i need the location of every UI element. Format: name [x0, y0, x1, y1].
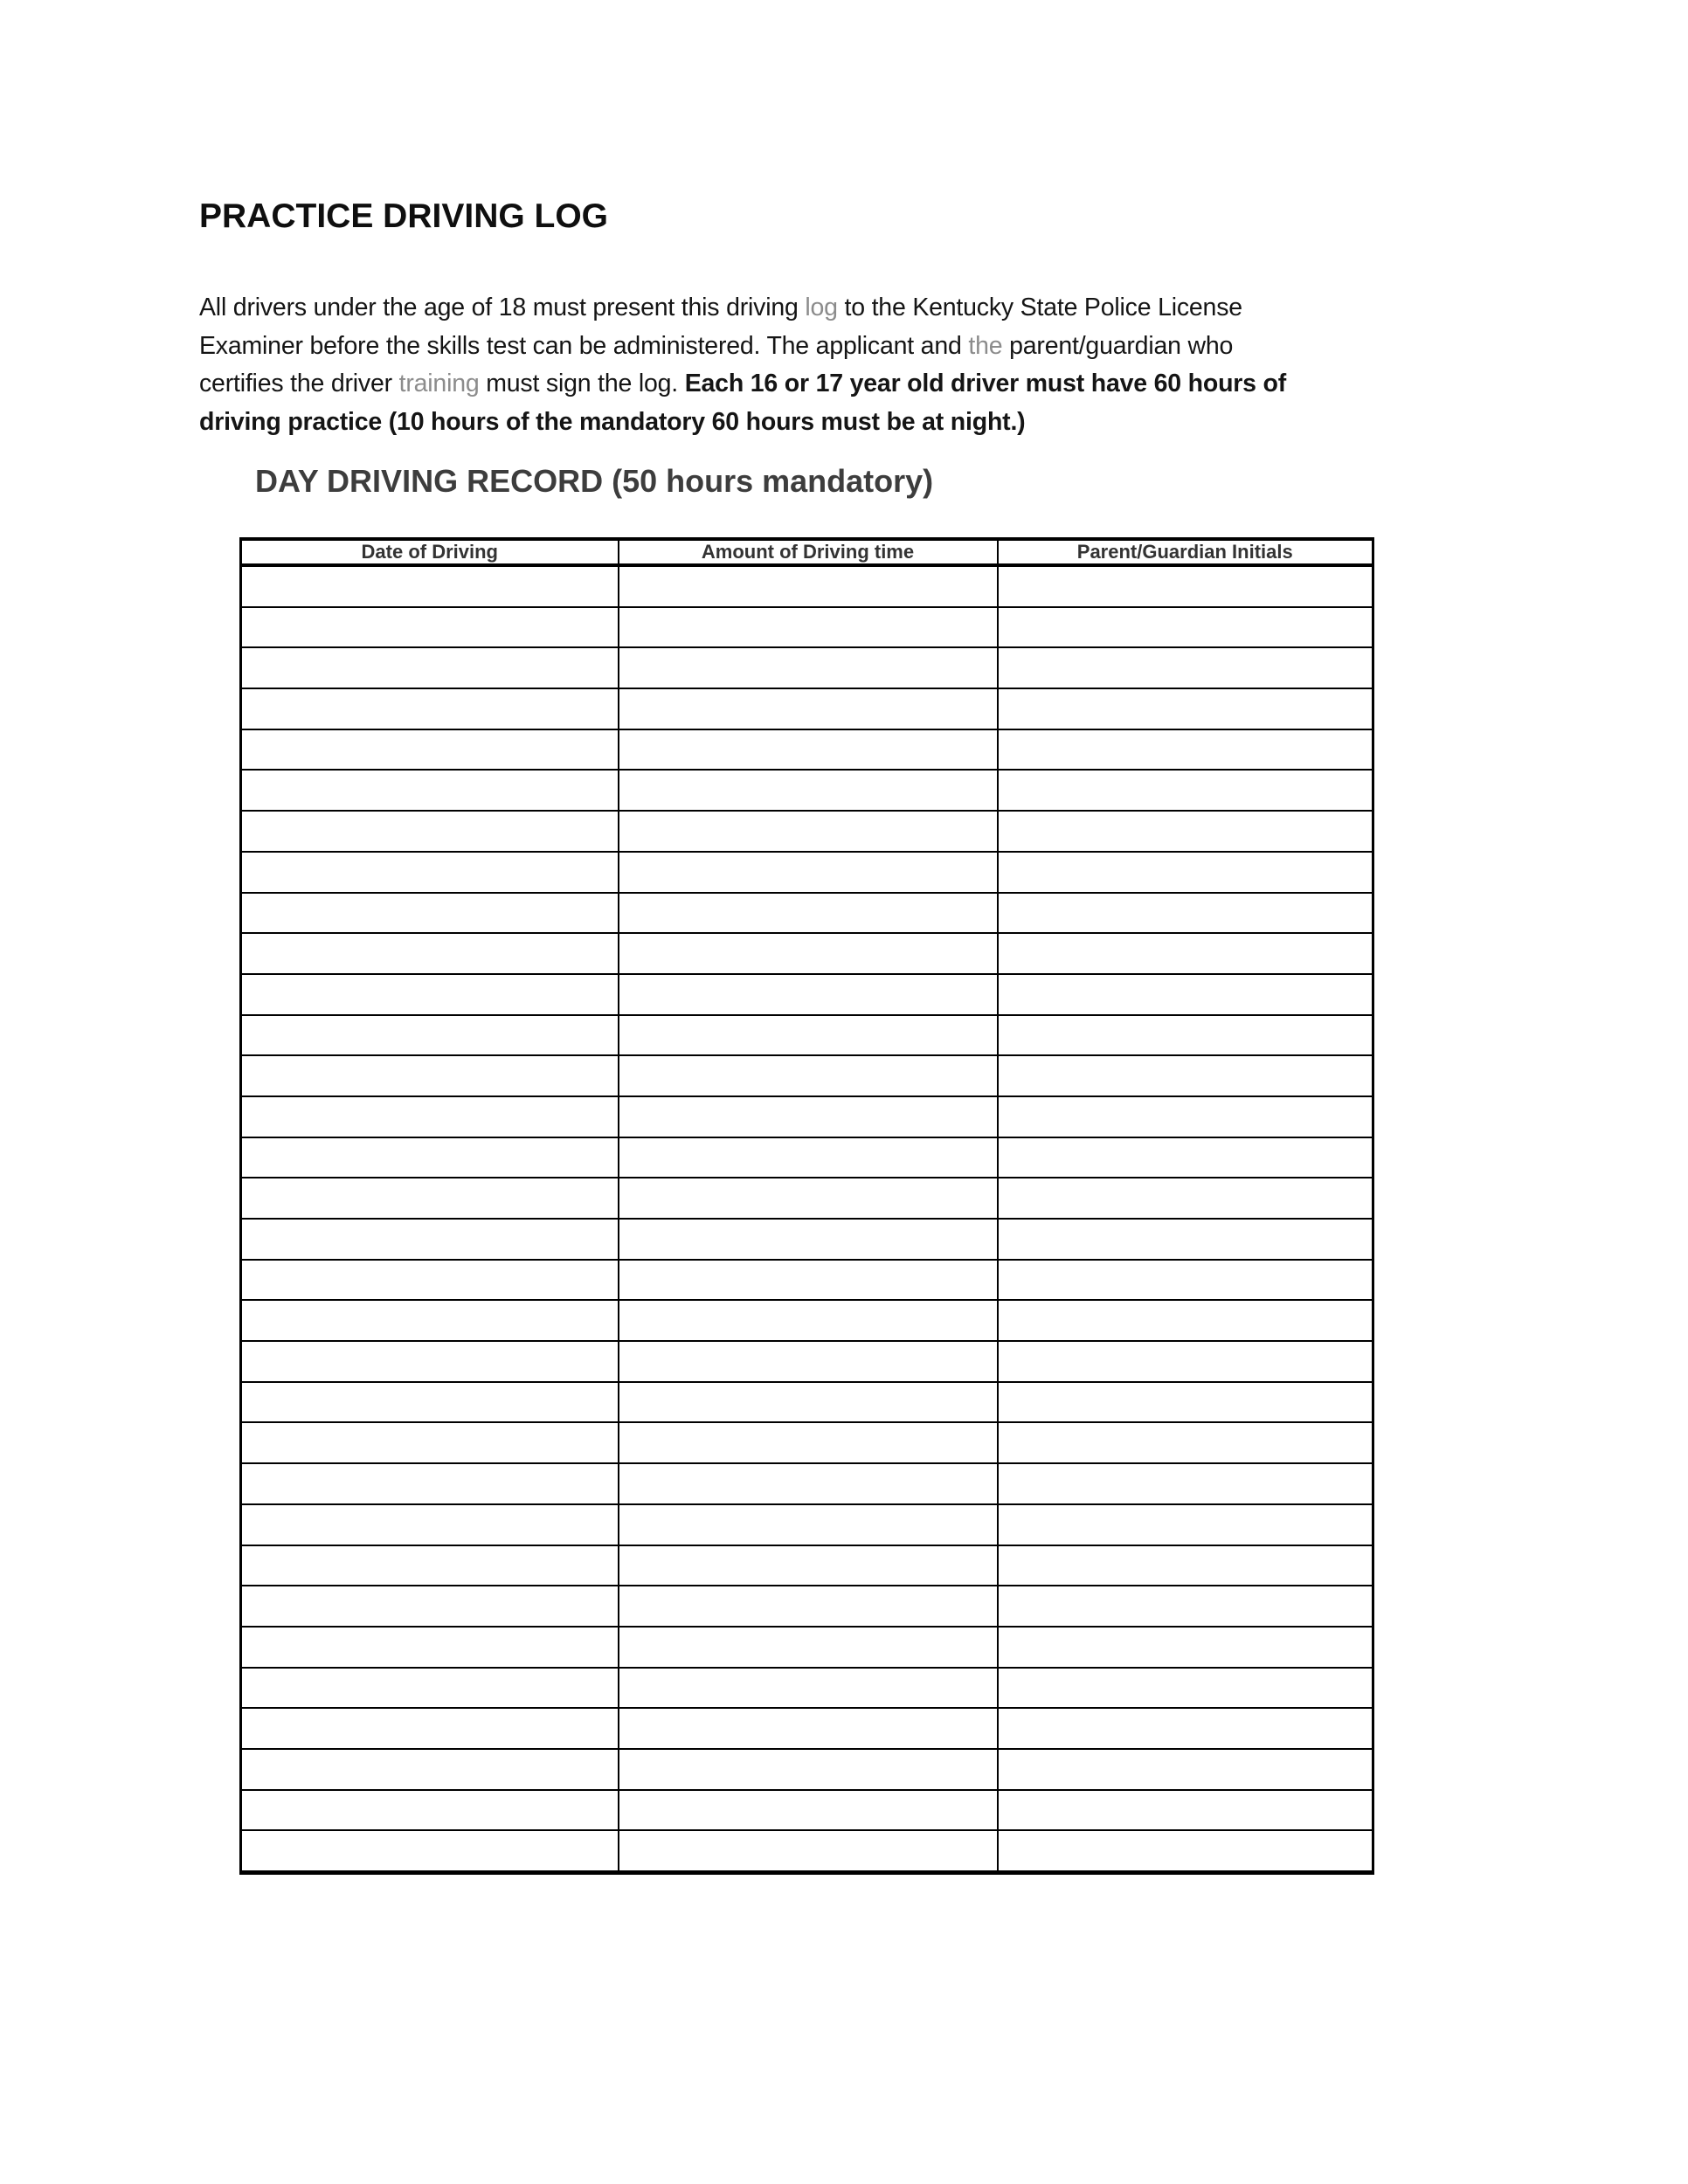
table-cell	[619, 1178, 998, 1219]
table-cell	[998, 1055, 1373, 1096]
table-cell	[241, 1015, 619, 1056]
table-cell	[241, 933, 619, 974]
table-cell	[241, 729, 619, 771]
muted-text-run: log	[805, 294, 838, 321]
table-row	[241, 607, 1373, 648]
table-cell	[998, 1137, 1373, 1178]
table-row	[241, 1708, 1373, 1749]
table-cell	[619, 729, 998, 771]
table-cell	[998, 1586, 1373, 1627]
bold-text-run: Each 16 or 17 year old driver must have 60 hours of	[684, 370, 1287, 397]
table-cell	[241, 1586, 619, 1627]
table-row	[241, 1463, 1373, 1504]
table-cell	[619, 1300, 998, 1341]
table-cell	[998, 1178, 1373, 1219]
table-row	[241, 811, 1373, 852]
text-run: must sign the log.	[479, 370, 685, 397]
text-run: certifies the driver	[199, 370, 399, 397]
table-cell	[998, 1463, 1373, 1504]
table-row	[241, 1137, 1373, 1178]
table-cell	[241, 1382, 619, 1423]
table-cell	[619, 647, 998, 688]
table-cell	[619, 1627, 998, 1668]
table-cell	[619, 607, 998, 648]
table-cell	[619, 1219, 998, 1260]
table-cell	[241, 811, 619, 852]
table-cell	[619, 811, 998, 852]
table-cell	[241, 1708, 619, 1749]
table-cell	[619, 1463, 998, 1504]
table-header-row	[241, 539, 1373, 565]
table-cell	[998, 770, 1373, 811]
table-cell	[998, 688, 1373, 729]
table-cell	[998, 1341, 1373, 1382]
table-cell	[998, 1422, 1373, 1463]
table-row	[241, 1055, 1373, 1096]
section-heading: DAY DRIVING RECORD (50 hours mandatory)	[255, 463, 934, 499]
table-cell	[998, 1545, 1373, 1586]
column-header: Amount of Driving time	[619, 539, 998, 565]
table-cell	[619, 933, 998, 974]
table-cell	[998, 729, 1373, 771]
day-driving-record-table	[239, 537, 1374, 1875]
table-row	[241, 1219, 1373, 1260]
table-row	[241, 1545, 1373, 1586]
table-cell	[241, 1055, 619, 1096]
table-cell	[998, 933, 1373, 974]
table-row	[241, 1178, 1373, 1219]
table-cell	[241, 607, 619, 648]
table-row	[241, 1422, 1373, 1463]
table-cell	[998, 607, 1373, 648]
table-cell	[619, 1422, 998, 1463]
table-row	[241, 1627, 1373, 1668]
table-row	[241, 1382, 1373, 1423]
table-cell	[619, 1504, 998, 1545]
table-cell	[241, 647, 619, 688]
table-cell	[998, 811, 1373, 852]
table-cell	[241, 1504, 619, 1545]
table-cell	[241, 1260, 619, 1301]
table-cell	[998, 1260, 1373, 1301]
table-cell	[619, 1055, 998, 1096]
table-cell	[619, 1790, 998, 1831]
table-row	[241, 1341, 1373, 1382]
table-row	[241, 1749, 1373, 1790]
text-run: Examiner before the skills test can be administered. The applicant and	[199, 331, 969, 360]
table-cell	[998, 893, 1373, 934]
text-run: All drivers under the age of 18 must present this driving	[199, 294, 806, 321]
column-header: Parent/Guardian Initials	[998, 539, 1373, 565]
table-cell	[619, 1137, 998, 1178]
column-header: Date of Driving	[241, 539, 619, 565]
table-row	[241, 1260, 1373, 1301]
table-cell	[619, 852, 998, 893]
table-row	[241, 1668, 1373, 1709]
table-row	[241, 1586, 1373, 1627]
table-cell	[619, 1260, 998, 1301]
table-cell	[241, 1219, 619, 1260]
table-cell	[241, 1830, 619, 1872]
table-cell	[998, 1300, 1373, 1341]
table-cell	[619, 1096, 998, 1137]
table-cell	[619, 688, 998, 729]
table-row	[241, 729, 1373, 771]
table-row	[241, 688, 1373, 729]
table-cell	[998, 565, 1373, 607]
table-cell	[998, 647, 1373, 688]
page-title: PRACTICE DRIVING LOG	[199, 197, 609, 235]
table-cell	[241, 974, 619, 1015]
table-cell	[241, 1341, 619, 1382]
table-cell	[619, 565, 998, 607]
table-row	[241, 974, 1373, 1015]
bold-text-run: driving practice (10 hours of the mandatory 60 hours must be at night.)	[199, 407, 1026, 436]
table-row	[241, 1300, 1373, 1341]
table-cell	[241, 1790, 619, 1831]
table-cell	[998, 852, 1373, 893]
muted-text-run: the	[968, 331, 1003, 360]
table-row	[241, 852, 1373, 893]
table-cell	[241, 1545, 619, 1586]
table-cell	[998, 1504, 1373, 1545]
table-cell	[241, 1422, 619, 1463]
table-cell	[998, 1627, 1373, 1668]
table-row	[241, 1096, 1373, 1137]
table-cell	[241, 1178, 619, 1219]
table-row	[241, 565, 1373, 607]
table-cell	[241, 1096, 619, 1137]
table-cell	[619, 770, 998, 811]
table-cell	[241, 565, 619, 607]
table-cell	[241, 1668, 619, 1709]
table-cell	[998, 1830, 1373, 1872]
table-cell	[241, 688, 619, 729]
table-cell	[241, 852, 619, 893]
table-cell	[619, 1015, 998, 1056]
table-row	[241, 1830, 1373, 1872]
table-row	[241, 933, 1373, 974]
table-cell	[998, 1749, 1373, 1790]
table-cell	[998, 1096, 1373, 1137]
table-cell	[619, 1668, 998, 1709]
table-cell	[619, 1382, 998, 1423]
table-cell	[998, 1708, 1373, 1749]
table-cell	[619, 1545, 998, 1586]
table-cell	[241, 1463, 619, 1504]
table-cell	[998, 1668, 1373, 1709]
intro-paragraph	[199, 289, 1562, 441]
table-cell	[241, 1749, 619, 1790]
table-cell	[998, 1219, 1373, 1260]
table-cell	[998, 1790, 1373, 1831]
text-run: parent/guardian who	[1002, 331, 1234, 360]
table-cell	[619, 1341, 998, 1382]
text-run: to the Kentucky State Police License	[837, 294, 1242, 321]
table-row	[241, 1790, 1373, 1831]
table-cell	[241, 1300, 619, 1341]
table-cell	[998, 974, 1373, 1015]
muted-text-run: training	[398, 370, 480, 397]
table-cell	[619, 893, 998, 934]
table-cell	[619, 1708, 998, 1749]
table-row	[241, 1504, 1373, 1545]
table-cell	[998, 1382, 1373, 1423]
table-cell	[619, 1749, 998, 1790]
table-cell	[241, 1627, 619, 1668]
table-row	[241, 647, 1373, 688]
table-cell	[241, 770, 619, 811]
table-cell	[619, 974, 998, 1015]
table-cell	[998, 1015, 1373, 1056]
table-cell	[241, 893, 619, 934]
table-cell	[241, 1137, 619, 1178]
table-row	[241, 1015, 1373, 1056]
table-row	[241, 893, 1373, 934]
table-cell	[619, 1830, 998, 1872]
table-cell	[619, 1586, 998, 1627]
table-row	[241, 770, 1373, 811]
